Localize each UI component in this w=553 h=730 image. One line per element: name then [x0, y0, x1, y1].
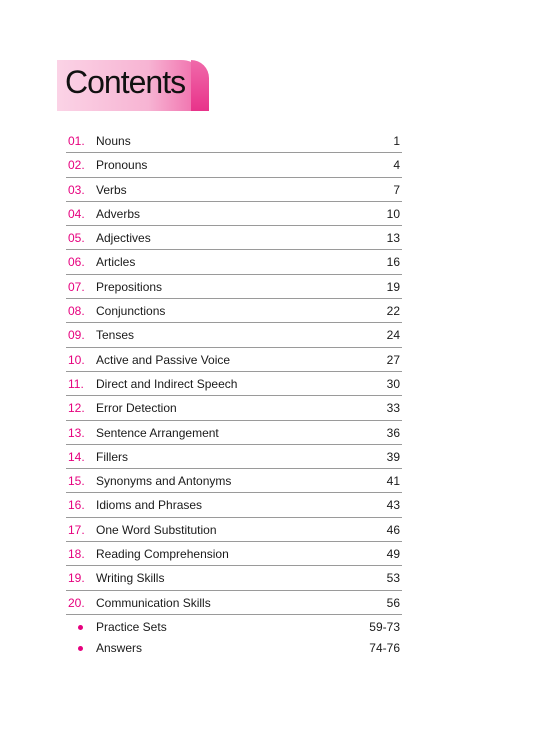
chapter-number: 17.: [68, 522, 85, 537]
toc-row[interactable]: [66, 153, 402, 177]
chapter-number: 01.: [68, 134, 85, 148]
toc-row[interactable]: [66, 250, 402, 274]
chapter-number: 07.: [68, 279, 85, 294]
page-title: Contents: [65, 64, 186, 100]
toc-row[interactable]: [66, 202, 402, 226]
page-number: 43: [386, 498, 400, 513]
chapter-number: 15.: [68, 474, 85, 489]
section-title: Answers: [96, 641, 143, 655]
chapter-number: 20.: [68, 595, 85, 610]
table-of-contents: [66, 129, 402, 615]
page-range: 59-73: [369, 620, 400, 634]
page-number: 13: [386, 231, 400, 246]
page-number: 53: [386, 571, 400, 586]
toc-row[interactable]: [66, 566, 402, 590]
chapter-title: Synonyms and Antonyms: [96, 474, 232, 489]
chapter-number: 11.: [68, 376, 84, 391]
page-number: 27: [386, 352, 400, 367]
chapter-title: Verbs: [96, 182, 127, 197]
chapter-number: 09.: [68, 328, 85, 343]
chapter-title: One Word Substitution: [96, 522, 217, 537]
toc-row[interactable]: [66, 421, 402, 445]
page-number: 7: [393, 182, 400, 197]
toc-row[interactable]: [66, 129, 402, 153]
chapter-number: 06.: [68, 255, 85, 270]
extra-sections: [66, 617, 402, 659]
chapter-number: 10.: [68, 352, 85, 367]
chapter-title: Adverbs: [96, 206, 141, 221]
toc-row[interactable]: [66, 299, 402, 323]
page-number: 41: [386, 474, 400, 489]
contents-title-banner: [57, 60, 209, 111]
page-number: 36: [386, 425, 400, 440]
page-number: 16: [386, 255, 400, 270]
chapter-number: 05.: [68, 231, 85, 246]
page-number: 1: [393, 134, 400, 148]
chapter-title: Sentence Arrangement: [96, 425, 219, 440]
chapter-title: Active and Passive Voice: [96, 352, 231, 367]
page-number: 22: [386, 304, 400, 319]
bullet-icon: [78, 646, 83, 651]
toc-extra-row[interactable]: [66, 617, 402, 638]
page-number: 30: [386, 376, 400, 391]
chapter-title: Prepositions: [96, 279, 163, 294]
toc-row[interactable]: [66, 275, 402, 299]
chapter-title: Articles: [96, 255, 136, 270]
chapter-title: Communication Skills: [96, 595, 211, 610]
page-number: 10: [386, 206, 400, 221]
toc-row[interactable]: [66, 178, 402, 202]
chapter-number: 03.: [68, 182, 85, 197]
chapter-title: Nouns: [96, 134, 131, 148]
toc-row[interactable]: [66, 372, 402, 396]
toc-row[interactable]: [66, 591, 402, 615]
title-tab-accent: [191, 60, 209, 111]
chapter-title: Fillers: [96, 449, 128, 464]
chapter-number: 04.: [68, 206, 85, 221]
chapter-number: 18.: [68, 547, 85, 562]
chapter-title: Pronouns: [96, 158, 148, 173]
toc-extra-row[interactable]: [66, 638, 402, 659]
toc-row[interactable]: [66, 493, 402, 517]
chapter-number: 02.: [68, 158, 85, 173]
chapter-title: Writing Skills: [96, 571, 165, 586]
page-range: 74-76: [369, 641, 400, 655]
page-number: 56: [386, 595, 400, 610]
toc-row[interactable]: [66, 445, 402, 469]
chapter-number: 12.: [68, 401, 85, 416]
chapter-title: Conjunctions: [96, 304, 166, 319]
page-number: 46: [386, 522, 400, 537]
page-number: 24: [386, 328, 400, 343]
chapter-title: Reading Comprehension: [96, 547, 229, 562]
page-number: 33: [386, 401, 400, 416]
page-number: 19: [386, 279, 400, 294]
toc-row[interactable]: [66, 518, 402, 542]
chapter-number: 13.: [68, 425, 85, 440]
chapter-number: 19.: [68, 571, 85, 586]
chapter-title: Idioms and Phrases: [96, 498, 203, 513]
chapter-title: Direct and Indirect Speech: [96, 376, 238, 391]
chapter-title: Error Detection: [96, 401, 177, 416]
toc-row[interactable]: [66, 348, 402, 372]
page-number: 4: [393, 158, 400, 173]
toc-row[interactable]: [66, 323, 402, 347]
toc-row[interactable]: [66, 226, 402, 250]
section-title: Practice Sets: [96, 620, 167, 634]
page-number: 49: [386, 547, 400, 562]
chapter-number: 08.: [68, 304, 85, 319]
page-number: 39: [386, 449, 400, 464]
toc-row[interactable]: [66, 469, 402, 493]
toc-row[interactable]: [66, 396, 402, 420]
chapter-number: 16.: [68, 498, 85, 513]
chapter-number: 14.: [68, 449, 85, 464]
chapter-title: Tenses: [96, 328, 135, 343]
chapter-title: Adjectives: [96, 231, 151, 246]
bullet-icon: [78, 625, 83, 630]
toc-row[interactable]: [66, 542, 402, 566]
